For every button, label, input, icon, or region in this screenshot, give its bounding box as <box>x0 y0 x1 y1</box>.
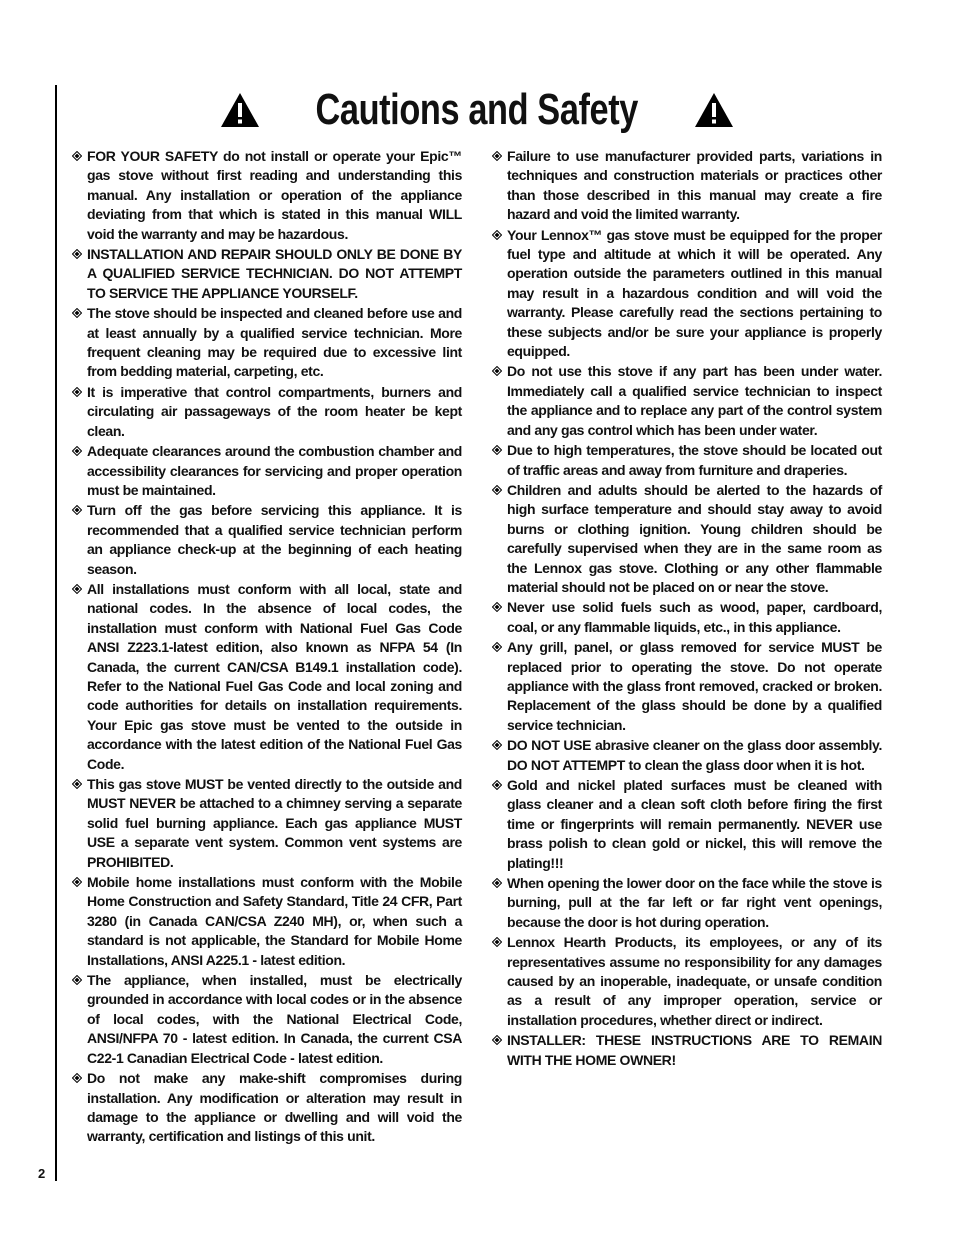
caution-item <box>492 736 882 775</box>
caution-item <box>72 971 462 1068</box>
caution-item <box>72 442 462 500</box>
diamond-bullet-icon <box>72 249 82 259</box>
caution-text: Children and adults should be alerted to the hazards of high surface temperature and should stay away to avoid burns or clothing ignition. Young children should be carefully supervised when they are in the same room as the Lennox gas stove. Clothing or any other flammable material should not be placed on or near the stove. <box>507 481 882 595</box>
diamond-bullet-icon <box>492 602 502 612</box>
diamond-bullet-icon <box>492 878 502 888</box>
diamond-bullet-icon <box>72 308 82 318</box>
caution-item <box>492 441 882 480</box>
caution-item <box>72 1069 462 1147</box>
diamond-bullet-icon <box>492 937 502 947</box>
diamond-bullet-icon <box>72 1073 82 1083</box>
caution-item <box>492 598 882 637</box>
caution-text: When opening the lower door on the face while the stove is burning, pull at the far left or far right vent openings, because the door is hot during operation. <box>507 875 882 930</box>
caution-text: Your Lennox™ gas stove must be equipped for the proper fuel type and altitude at which it will be operated. Any operation outside the parameters outlined in this manual may result in a hazardous condition and will void the warranty. Please carefully read the sections pertaining to these subjects and/or be sure your appliance is properly equipped. <box>507 226 882 360</box>
caution-item <box>72 147 462 244</box>
caution-item <box>72 383 462 441</box>
caution-item <box>492 362 882 440</box>
caution-text: Never use solid fuels such as wood, paper, cardboard, coal, or any flammable liquids, etc., in this appliance. <box>507 599 882 635</box>
diamond-bullet-icon <box>492 642 502 652</box>
diamond-bullet-icon <box>72 446 82 456</box>
caution-item <box>492 1031 882 1070</box>
caution-item <box>492 638 882 735</box>
caution-text: Mobile home installations must conform with the Mobile Home Construction and Safety Standard, Title 24 CFR, Part 3280 (in Canada CAN/CSA Z240 MH), or, when such a standard is not applicable, the Standard for Mobile Home Installations, ANSI A225.1 - latest edition. <box>87 874 462 968</box>
caution-text: All installations must conform with all local, state and national codes. In the absence of local codes, the installation must conform with National Fuel Gas Code ANSI Z223.1-latest edition, also known as NFPA 54 (In Canada, the current CAN/CSA B149.1 installation code). Refer to the National Fuel Gas Code and local zoning and code authorities for details on installation requirements. Your Epic gas stove must be vented to the outside in accordance with the latest edition of the National Fuel Gas Code. <box>87 580 462 772</box>
page-number: 2 <box>38 1166 46 1181</box>
caution-text: This gas stove MUST be vented directly to the outside and MUST NEVER be attached to a chimney serving a separate solid fuel burning appliance. Each gas appliance MUST USE a separate vent system. Common vent systems are PROHIBITED. <box>87 776 462 870</box>
caution-item <box>492 874 882 932</box>
page-header <box>0 84 954 136</box>
warning-triangle-icon <box>220 92 260 128</box>
diamond-bullet-icon <box>492 1035 502 1045</box>
caution-text: Due to high temperatures, the stove should be located out of traffic areas and away from furniture and draperies. <box>507 442 882 478</box>
caution-text: Any grill, panel, or glass removed for service MUST be replaced prior to operating the stove. Do not operate appliance with the glass front removed, cracked or broken. Replacement of the glass should be done by a qualified service technician. <box>507 639 882 733</box>
diamond-bullet-icon <box>492 740 502 750</box>
caution-text: Lennox Hearth Products, its employees, or any of its representatives assume no responsibility for any damages caused by an inoperable, inadequate, or unsafe condition as a result of any improper operation, service or installation procedures, whether direct or indirect. <box>507 934 882 1028</box>
diamond-bullet-icon <box>72 584 82 594</box>
diamond-bullet-icon <box>72 877 82 887</box>
caution-text: It is imperative that control compartments, burners and circulating air passageways of the room heater be kept clean. <box>87 383 462 439</box>
caution-text: Failure to use manufacturer provided parts, variations in techniques and construction materials or practices other than those described in this manual may create a fire hazard and void the limited warranty. <box>507 148 882 223</box>
diamond-bullet-icon <box>72 151 82 161</box>
diamond-bullet-icon <box>72 779 82 789</box>
caution-item <box>492 776 882 873</box>
caution-text: Do not use this stove if any part has been under water. Immediately call a qualified service technician to inspect the appliance and to replace any part of the control system and any gas control which has been under water. <box>507 363 882 438</box>
caution-item <box>492 933 882 1030</box>
caution-text: Turn off the gas before servicing this appliance. It is recommended that a qualified service technician perform an appliance check-up at the beginning of each heating season. <box>87 502 462 577</box>
caution-text: DO NOT USE abrasive cleaner on the glass door assembly. DO NOT ATTEMPT to clean the glass door when it is hot. <box>507 737 882 773</box>
diamond-bullet-icon <box>72 505 82 515</box>
caution-text: INSTALLATION AND REPAIR SHOULD ONLY BE DONE BY A QUALIFIED SERVICE TECHNICIAN. DO NOT ATTEMPT TO SERVICE THE APPLIANCE YOURSELF. <box>87 246 462 301</box>
right-column <box>492 147 882 1071</box>
page-title: Cautions and Safety <box>315 85 639 134</box>
warning-triangle-icon <box>694 92 734 128</box>
diamond-bullet-icon <box>72 975 82 985</box>
caution-item <box>492 481 882 597</box>
caution-item <box>72 501 462 579</box>
diamond-bullet-icon <box>492 485 502 495</box>
caution-item <box>72 775 462 872</box>
caution-item <box>72 304 462 382</box>
diamond-bullet-icon <box>72 387 82 397</box>
caution-text: The stove should be inspected and cleaned before use and at least annually by a qualified service technician. More frequent cleaning may be required due to excessive lint from bedding material, carpeting, etc. <box>87 305 462 380</box>
caution-item <box>72 873 462 970</box>
caution-text: Gold and nickel plated surfaces must be cleaned with glass cleaner and a clean soft cloth before firing the first time or fingerprints will remain permanently. NEVER use brass polish to clean gold or nickel, this will remove the plating!!! <box>507 777 882 871</box>
caution-item <box>492 226 882 362</box>
diamond-bullet-icon <box>492 780 502 790</box>
diamond-bullet-icon <box>492 445 502 455</box>
margin-rule <box>55 85 57 1181</box>
caution-text: FOR YOUR SAFETY do not install or operate your Epic™ gas stove without first reading and understanding this manual. Any installation or operation of the appliance deviating from that which is stated in this manual WILL void the warranty and may be hazardous. <box>87 148 462 242</box>
caution-text: The appliance, when installed, must be electrically grounded in accordance with local codes or in the absence of local codes, with the National Electrical Code, ANSI/NFPA 70 - latest edition. In Canada, the current CSA C22-1 Canadian Electrical Code - latest edition. <box>87 972 462 1066</box>
caution-text: Adequate clearances around the combustion chamber and accessibility clearances for servicing and proper operation must be maintained. <box>87 443 462 498</box>
diamond-bullet-icon <box>492 366 502 376</box>
caution-text: INSTALLER: THESE INSTRUCTIONS ARE TO REMAIN WITH THE HOME OWNER! <box>507 1032 882 1068</box>
caution-item <box>72 245 462 303</box>
caution-item <box>72 580 462 774</box>
caution-text: Do not make any make-shift compromises during installation. Any modification or alteration may result in damage to the appliance or dwelling and will void the warranty, certification and listings of this unit. <box>87 1070 462 1145</box>
diamond-bullet-icon <box>492 230 502 240</box>
left-column <box>72 147 462 1148</box>
diamond-bullet-icon <box>492 151 502 161</box>
caution-item <box>492 147 882 225</box>
